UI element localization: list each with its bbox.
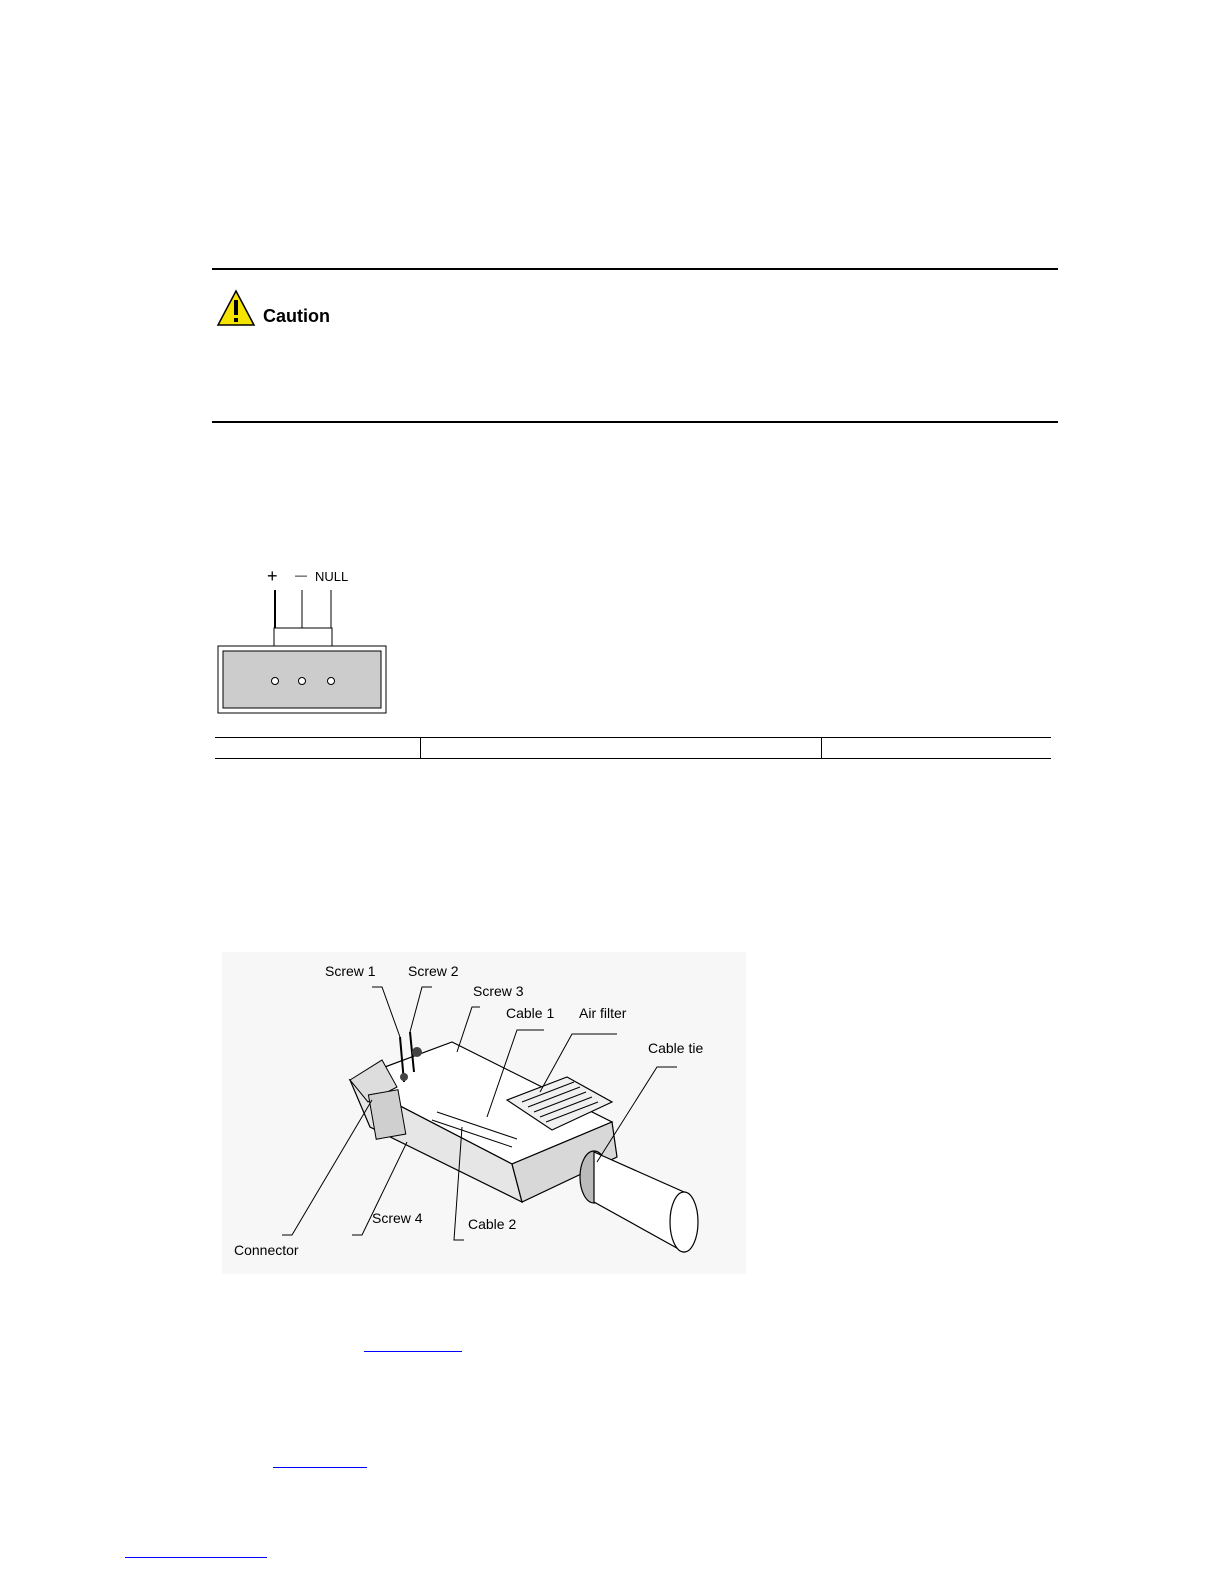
pin-null-label: NULL: [315, 569, 349, 584]
label-cable-2: Cable 2: [468, 1216, 517, 1232]
cable-connector-figure: [222, 952, 746, 1274]
label-air-filter: Air filter: [579, 1005, 627, 1021]
warning-triangle-icon: [216, 289, 256, 327]
caution-bottom-rule: [212, 421, 1058, 423]
label-cable-tie: Cable tie: [648, 1040, 704, 1056]
caution-top-rule: [212, 268, 1058, 270]
link-underline[interactable]: [273, 1467, 367, 1468]
link-underline[interactable]: [125, 1557, 267, 1558]
label-screw-1: Screw 1: [325, 963, 376, 979]
label-connector: Connector: [234, 1242, 299, 1258]
label-screw-4: Screw 4: [372, 1210, 423, 1226]
link-underline[interactable]: [364, 1351, 462, 1352]
table-cell: [421, 738, 822, 759]
pin-positive-label: +: [267, 566, 278, 586]
table-row: [215, 738, 1051, 759]
connector-pin-diagram: [210, 560, 400, 720]
label-screw-2: Screw 2: [408, 963, 459, 979]
table-cell: [215, 738, 421, 759]
table-cell: [822, 738, 1052, 759]
pin-negative-label: —: [295, 568, 307, 582]
label-screw-3: Screw 3: [473, 983, 524, 999]
caution-title: Caution: [263, 306, 330, 326]
pin-table: [215, 737, 1051, 759]
label-cable-1: Cable 1: [506, 1005, 555, 1021]
